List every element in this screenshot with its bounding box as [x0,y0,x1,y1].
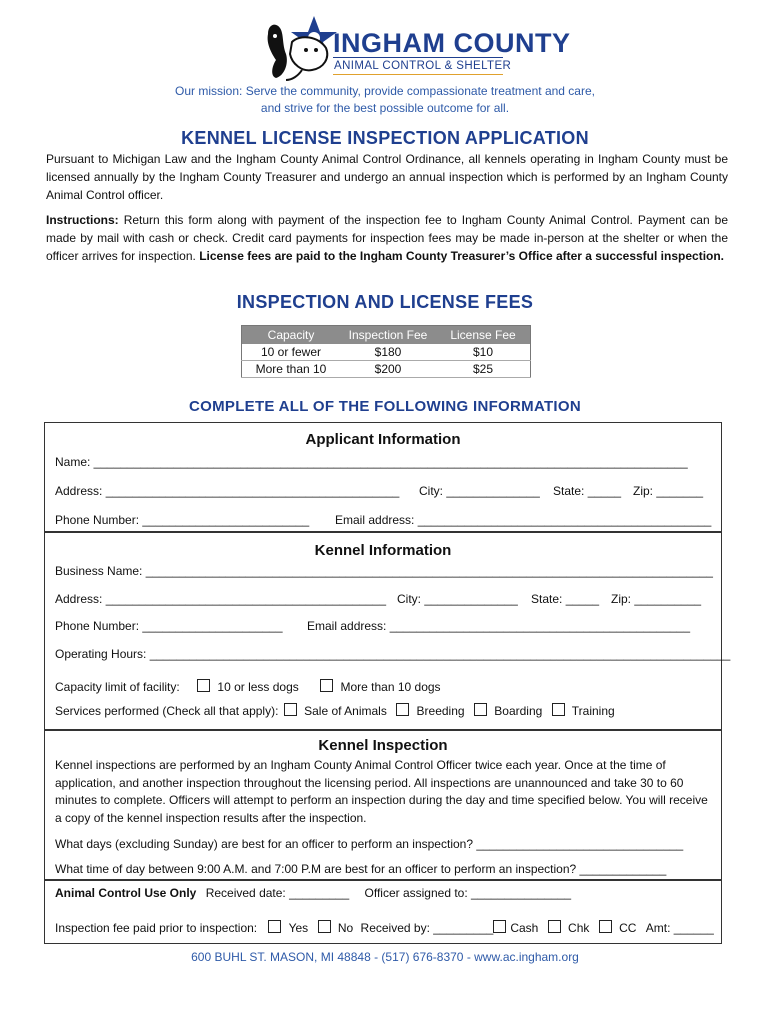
office-use-row-2 [55,920,714,935]
fees-cell: More than 10 [242,361,341,378]
kennel-address-field[interactable]: Address: __________________________________________ [55,592,386,606]
fees-cell: $180 [340,344,436,361]
capacity-label: Capacity limit of facility: [55,680,180,694]
applicant-title: Applicant Information [305,431,461,448]
kennel-phone-field[interactable]: Phone Number: _____________________ [55,619,283,633]
breeding-label: Breeding [416,704,465,718]
applicant-name-field[interactable]: Name: _________________________________________________________________________________________ [55,455,688,469]
check-checkbox[interactable] [548,920,561,933]
kennel-city-field[interactable]: City: ______________ [397,592,518,606]
applicant-state-field[interactable]: State: _____ [553,484,622,498]
instructions-bold-text: License fees are paid to the Ingham County Treasurer’s Office after a successful inspection. [199,249,725,263]
fee-paid-yes-label: Yes [288,921,309,935]
capacity-more-than-10-label: More than 10 dogs [340,680,441,694]
applicant-section [44,422,722,532]
inspection-paragraph: Kennel inspections are performed by an Ingham County Animal Control Officer twice each year. Once at the time of application, and another inspection throughout the licensing period. All inspections are unannounced and take 30 to 60 minutes to complete. Officers will attempt to perform an inspection during the day and time specified below. You will receive a copy of the kennel inspection results after the inspection. [55,758,708,825]
amount-field[interactable]: Amt: ______ [645,921,714,935]
inspection-section [44,730,722,880]
inspection-time-field[interactable]: What time of day between 9:00 A.M. and 7:00 P.M are best for an officer to perform an inspection? _____________ [55,862,667,876]
cash-checkbox[interactable] [493,920,506,933]
inspection-title: Kennel Inspection [318,737,448,754]
inspection-days-field[interactable]: What days (excluding Sunday) are best for an officer to perform an inspection? _______________________________ [55,837,684,851]
services-row [55,703,615,718]
business-name-field[interactable]: Business Name: _____________________________________________________________________________________ [55,564,713,578]
table-row [242,361,531,378]
applicant-address-field[interactable]: Address: ____________________________________________ [55,484,400,498]
kennel-section [44,532,731,730]
check-label: Chk [568,921,590,935]
services-label: Services performed (Check all that apply): [55,704,279,718]
fees-table [241,325,531,378]
fee-paid-label: Inspection fee paid prior to inspection: [55,921,258,935]
fees-cell: $200 [340,361,436,378]
boarding-label: Boarding [494,704,543,718]
applicant-zip-field[interactable]: Zip: _______ [633,484,704,498]
logo-subtitle: ANIMAL CONTROL & SHELTER [334,60,512,72]
logo-accent-rule [333,74,503,75]
applicant-city-field[interactable]: City: ______________ [419,484,540,498]
fees-header-inspection: Inspection Fee [340,326,436,345]
fees-header-capacity: Capacity [242,326,341,345]
capacity-more-than-10-checkbox[interactable] [320,679,333,692]
office-use-section [44,880,722,944]
intro-paragraph: Pursuant to Michigan Law and the Ingham County Animal Control Ordinance, all kennels operating in Ingham County must be licensed annually by the Ingham County Treasurer and undergo an annual inspection which is performed by an Ingham County Animal Control officer. [46,152,728,202]
footer-contact: 600 BUHL ST. MASON, MI 48848 - (517) 676-8370 - www.ac.ingham.org [191,950,579,964]
applicant-email-field[interactable]: Email address: ____________________________________________ [335,513,712,527]
boarding-checkbox[interactable] [474,703,487,716]
kennel-email-field[interactable]: Email address: _____________________________________________ [307,619,691,633]
kennel-state-field[interactable]: State: _____ [531,592,600,606]
logo-title: INGHAM COUNTY [333,28,571,58]
officer-assigned-field[interactable]: Officer assigned to: _______________ [364,886,572,900]
fees-header-license: License Fee [436,326,531,345]
sale-of-animals-checkbox[interactable] [284,703,297,716]
capacity-10-or-less-checkbox[interactable] [197,679,210,692]
instructions-paragraph [46,211,728,265]
fees-cell: 10 or fewer [242,344,341,361]
fees-cell: $25 [436,361,531,378]
training-checkbox[interactable] [552,703,565,716]
credit-card-label: CC [619,921,637,935]
fee-paid-no-checkbox[interactable] [318,920,331,933]
fees-cell: $10 [436,344,531,361]
kennel-title: Kennel Information [314,542,452,559]
operating-hours-field[interactable]: Operating Hours: _______________________________________________________________________________________ [55,647,731,661]
fees-header-row [242,326,531,345]
logo-rule [333,57,503,58]
applicant-phone-field[interactable]: Phone Number: _________________________ [55,513,310,527]
received-by-field[interactable]: Received by: _________ [360,921,494,935]
fee-paid-yes-checkbox[interactable] [268,920,281,933]
cash-label: Cash [510,921,539,935]
sale-of-animals-label: Sale of Animals [304,704,387,718]
fees-heading: INSPECTION AND LICENSE FEES [236,292,534,312]
instructions-label: Instructions: [46,213,119,227]
kennel-zip-field[interactable]: Zip: __________ [611,592,702,606]
breeding-checkbox[interactable] [396,703,409,716]
page-title: KENNEL LICENSE INSPECTION APPLICATION [181,128,589,148]
capacity-10-or-less-label: 10 or less dogs [217,680,299,694]
office-use-row-1 [55,886,571,900]
mission-line-1: Our mission: Serve the community, provide compassionate treatment and care, [175,84,595,98]
office-use-label: Animal Control Use Only [55,886,197,900]
instructions-text: Return this form along with payment of the inspection fee to Ingham County Animal Control. Payment can be made by mail with cash or check. Credit card payments for inspection fees may be made in-person at the shelter or when the officer arrives for inspection. [46,213,728,263]
mission-line-2: and strive for the best possible outcome for all. [260,101,510,115]
complete-heading: COMPLETE ALL OF THE FOLLOWING INFORMATION [189,398,581,415]
training-label: Training [571,704,615,718]
fee-paid-no-label: No [337,921,354,935]
table-row [242,344,531,361]
capacity-row [55,679,441,694]
received-date-field[interactable]: Received date: _________ [205,886,350,900]
credit-card-checkbox[interactable] [599,920,612,933]
